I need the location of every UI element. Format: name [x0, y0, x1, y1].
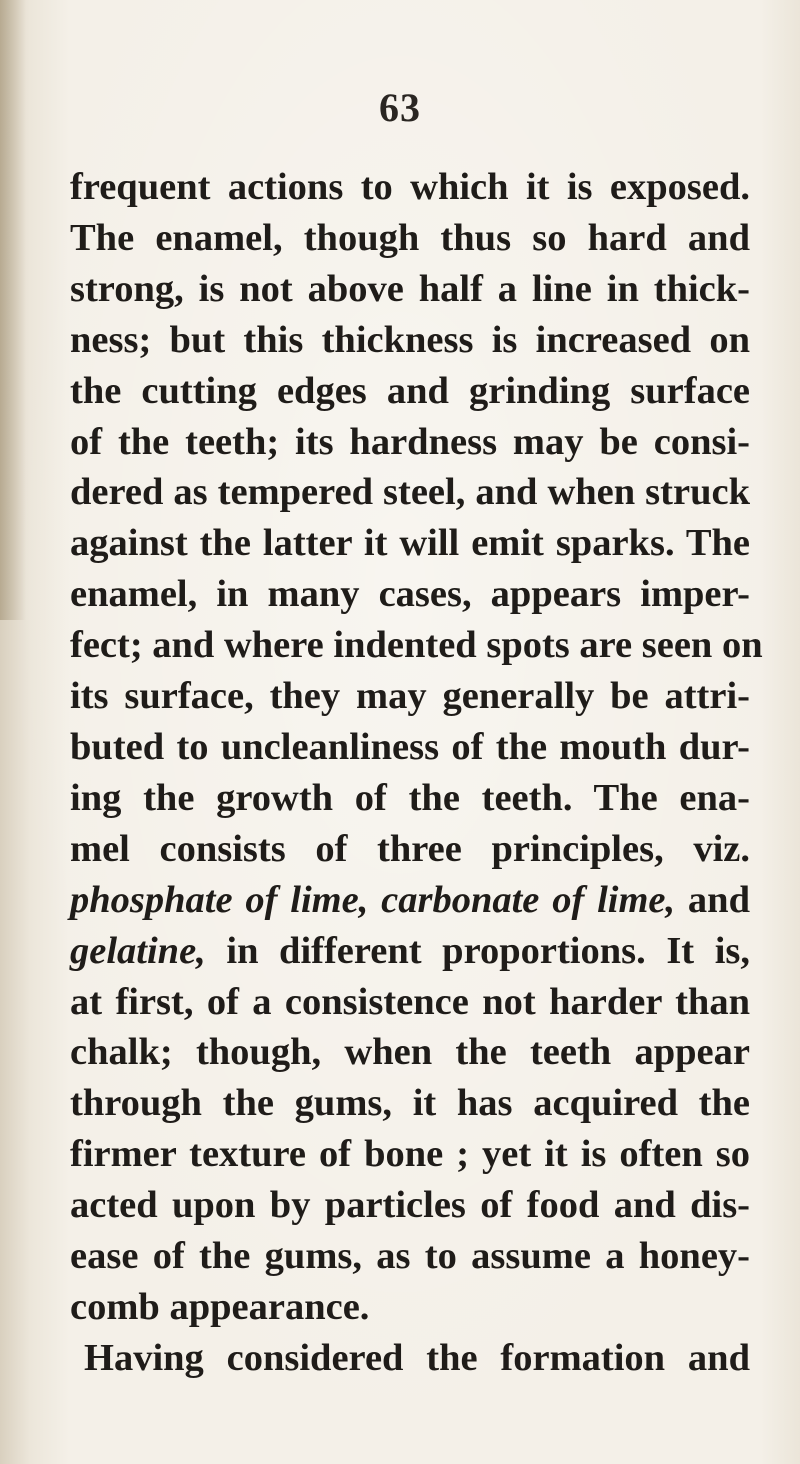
italic-text: phosphate of lime, carbonate of lime, — [70, 878, 676, 921]
text-line: The enamel, though thus so hard and — [70, 216, 750, 259]
text-line: buted to uncleanliness of the mouth dur- — [70, 725, 750, 768]
line-text: and — [675, 878, 751, 921]
text-line: the cutting edges and grinding surface — [70, 369, 750, 412]
page-number: 63 — [379, 85, 421, 130]
text-line: frequent actions to which it is exposed. — [70, 166, 750, 208]
text-line: of the teeth; its hardness may be consi- — [70, 420, 750, 463]
text-line: through the gums, it has acquired the — [70, 1082, 750, 1125]
text-line: strong, is not above half a line in thick- — [70, 267, 750, 310]
text-line: ing the growth of the teeth. The ena- — [70, 776, 750, 819]
text-line: comb appearance. — [70, 1285, 370, 1328]
text-line: firmer texture of bone ; yet it is often so — [70, 1133, 750, 1176]
text-line — [70, 875, 750, 926]
text-line: its surface, they may generally be attri- — [70, 675, 750, 718]
text-line: acted upon by particles of food and dis- — [70, 1184, 750, 1227]
text-line: ease of the gums, as to assume a honey- — [70, 1235, 750, 1278]
text-line: at first, of a consistence not harder than — [70, 980, 750, 1023]
line-text: in different proportions. It is, — [205, 929, 750, 972]
text-line: against the latter it will emit sparks. The — [70, 522, 750, 565]
text-line — [70, 926, 750, 977]
text-line: chalk; though, when the teeth appear — [70, 1031, 750, 1074]
text-line: ness; but this thickness is increased on — [70, 318, 750, 361]
body-text — [70, 162, 763, 1384]
text-line: mel consists of three principles, viz. — [70, 827, 750, 870]
text-line: dered as tempered steel, and when struck — [70, 471, 750, 514]
text-line: enamel, in many cases, appears imper- — [70, 573, 750, 616]
italic-text: gelatine, — [70, 929, 206, 972]
text-line: fect; and where indented spots are seen on — [70, 624, 763, 667]
text-line: Having considered the formation and — [84, 1336, 750, 1379]
